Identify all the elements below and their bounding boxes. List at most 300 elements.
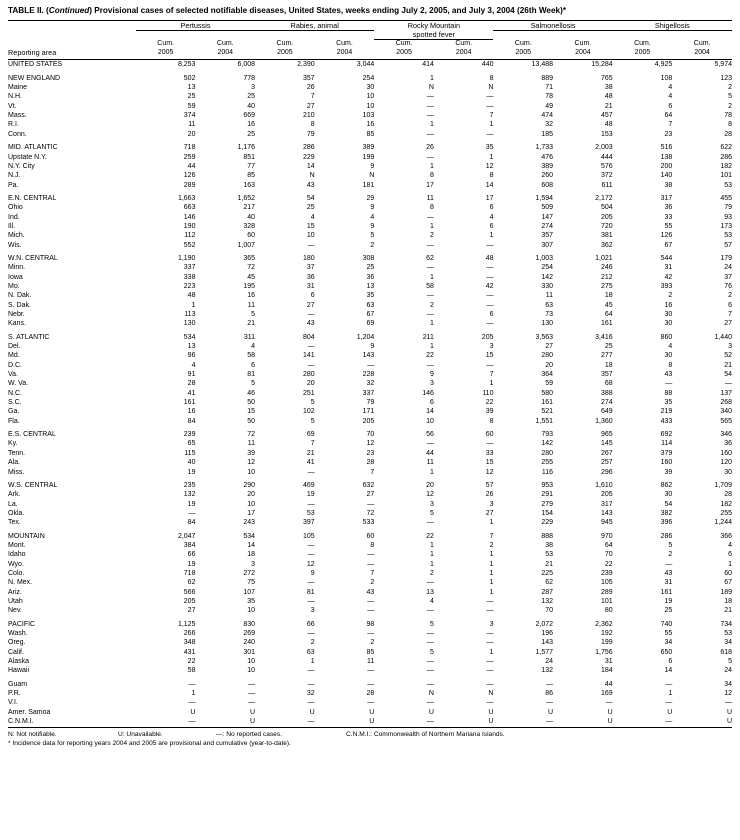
row-area-label: Wash.: [8, 630, 28, 637]
table-row: [8, 500, 732, 509]
row-value-4: 414: [422, 61, 434, 69]
row-area-label: Fla.: [8, 417, 20, 425]
row-value-0: 1,190: [177, 254, 196, 262]
row-value-3: 28: [366, 690, 375, 698]
row-value-5: 26: [485, 491, 494, 499]
row-value-1: 365: [243, 254, 256, 262]
row-value-0: 19: [187, 500, 196, 508]
row-value-0: 27: [187, 607, 196, 615]
row-value-9: 120: [720, 459, 732, 467]
row-area-label: Ky.: [8, 440, 18, 448]
row-value-8: 516: [660, 144, 673, 152]
row-value-9: U: [726, 718, 732, 726]
row-value-5: 1: [489, 560, 494, 568]
row-value-0: 205: [183, 597, 196, 605]
row-value-9: 182: [720, 500, 732, 508]
row-value-0: 718: [183, 144, 196, 152]
row-value-4: 1: [429, 121, 434, 129]
row-value-0: 65: [187, 440, 196, 448]
row-value-5: 6: [489, 311, 494, 318]
row-value-8: —: [665, 380, 673, 388]
row-value-0: —: [188, 699, 196, 707]
row-value-4: —: [426, 153, 434, 161]
row-value-5: 7: [489, 371, 494, 379]
row-value-7: 457: [600, 112, 613, 120]
row-area-label: E.S. CENTRAL: [8, 431, 56, 439]
table-row: [8, 578, 732, 587]
row-area-label: Colo.: [8, 569, 25, 577]
row-value-8: 38: [664, 181, 673, 189]
row-area-label: D.C.: [8, 361, 22, 369]
row-value-5: 8: [489, 172, 494, 180]
row-value-7: 44: [604, 680, 613, 688]
row-value-1: 15: [247, 408, 256, 416]
table-row: [8, 708, 732, 717]
row-area-label: Ala.: [8, 459, 21, 467]
row-value-9: 57: [724, 241, 732, 249]
row-value-8: 396: [660, 519, 673, 527]
row-value-9: 12: [724, 690, 732, 698]
row-area-label: Mont.: [8, 541, 26, 549]
row-value-3: 16: [366, 121, 375, 129]
row-value-0: —: [188, 680, 196, 688]
row-value-2: 31: [306, 282, 315, 290]
row-value-9: 24: [724, 264, 732, 272]
row-value-7: 31: [604, 658, 613, 666]
row-value-5: 22: [485, 399, 494, 407]
row-value-8: 114: [661, 440, 673, 448]
row-value-4: 20: [426, 481, 434, 489]
header-year-salmonellosis-2005: 2005: [515, 49, 532, 56]
row-value-3: 10: [366, 102, 375, 110]
row-value-7: 192: [600, 630, 613, 637]
row-value-1: 11: [247, 301, 256, 309]
row-value-8: —: [665, 680, 673, 688]
row-value-1: 46: [247, 389, 256, 397]
row-value-9: 5: [728, 93, 732, 101]
row-value-7: 611: [601, 181, 613, 189]
row-value-6: 1,577: [535, 648, 554, 656]
row-value-6: 21: [545, 560, 554, 568]
row-value-5: 57: [485, 481, 494, 489]
row-value-1: 20: [247, 491, 256, 499]
row-value-3: 29: [366, 194, 375, 202]
row-value-8: 7: [668, 121, 673, 129]
row-value-4: —: [426, 630, 434, 637]
row-value-6: 330: [541, 282, 554, 290]
table-row: [8, 301, 732, 310]
row-value-4: —: [426, 361, 434, 369]
row-value-3: 13: [366, 282, 375, 290]
row-area-label: C.N.M.I.: [8, 718, 34, 726]
table-row: [8, 162, 732, 171]
row-value-8: 35: [664, 399, 673, 407]
table-row: [8, 569, 732, 578]
row-value-1: 14: [247, 541, 256, 549]
table-row: [8, 481, 732, 490]
row-value-2: —: [307, 468, 315, 476]
row-value-2: 54: [306, 194, 315, 202]
row-value-6: 307: [541, 241, 554, 249]
row-value-9: 8: [728, 121, 732, 129]
row-value-7: 15,284: [591, 61, 613, 69]
row-value-1: 1,652: [237, 194, 256, 202]
row-value-0: 235: [183, 481, 196, 489]
row-value-6: 86: [545, 690, 554, 698]
row-value-4: 5: [429, 648, 434, 656]
row-value-0: 132: [183, 491, 196, 499]
row-value-6: 1,003: [535, 254, 554, 262]
row-area-label: Hawaii: [8, 667, 30, 675]
row-value-3: 72: [366, 509, 375, 517]
table-row: [8, 407, 732, 416]
row-value-7: 169: [600, 690, 613, 698]
row-value-8: 31: [664, 579, 673, 587]
row-value-1: 77: [247, 162, 256, 170]
row-value-0: 663: [183, 204, 196, 212]
footnote-unavailable: U: Unavailable.: [118, 731, 163, 739]
row-value-3: U: [369, 708, 375, 716]
row-value-2: —: [307, 680, 315, 688]
row-value-5: 27: [485, 509, 494, 517]
row-value-2: 36: [306, 273, 315, 281]
row-value-0: 431: [183, 648, 196, 656]
header-cum-rmsf-2005: Cum.: [395, 40, 413, 47]
header-year-rmsf-2004: 2004: [455, 49, 472, 56]
row-value-1: 12: [247, 459, 256, 467]
row-value-3: 23: [366, 449, 375, 457]
row-value-4: 5: [429, 620, 434, 628]
row-value-5: 12: [485, 468, 494, 476]
table-row: [8, 342, 732, 351]
row-value-1: U: [250, 718, 256, 726]
row-value-2: 2,390: [297, 61, 315, 69]
row-value-8: 34: [664, 639, 673, 647]
row-value-4: —: [426, 519, 434, 527]
row-value-5: —: [486, 301, 494, 309]
row-value-4: —: [426, 699, 434, 707]
row-value-7: 289: [600, 588, 613, 596]
table-row: [8, 263, 732, 272]
row-value-1: 16: [247, 121, 256, 129]
row-value-3: —: [367, 630, 375, 637]
row-value-8: U: [667, 708, 673, 716]
table-row: [8, 102, 732, 111]
table-row: [8, 379, 732, 388]
row-value-3: 337: [362, 389, 375, 397]
row-area-label: Tenn.: [8, 449, 26, 457]
row-value-0: 4: [191, 361, 196, 369]
row-value-5: 8: [489, 74, 494, 82]
row-area-label: Wis.: [8, 241, 22, 249]
row-value-4: 3: [429, 380, 434, 388]
row-value-1: 85: [247, 172, 256, 180]
row-value-3: 9: [370, 204, 375, 212]
row-value-5: 15: [485, 352, 494, 360]
row-value-7: 362: [600, 241, 613, 249]
row-value-2: 10: [306, 232, 315, 240]
row-value-9: 179: [720, 254, 732, 262]
row-value-7: 257: [600, 459, 613, 467]
row-area-label: S. ATLANTIC: [8, 333, 50, 341]
row-value-6: 27: [545, 343, 554, 351]
row-value-0: 374: [183, 112, 196, 120]
row-value-6: —: [546, 718, 554, 726]
column-group-rocky-mountain-line1: Rocky Mountain: [407, 21, 461, 30]
header-cum-rabies-2004: Cum.: [336, 40, 353, 47]
row-value-5: —: [486, 241, 494, 249]
row-value-2: —: [307, 500, 315, 508]
row-value-0: —: [188, 509, 196, 517]
row-value-0: 239: [183, 431, 196, 439]
row-value-6: 13,488: [531, 61, 554, 69]
row-value-2: 41: [306, 459, 315, 467]
table-row: [8, 588, 732, 597]
row-value-0: 161: [183, 399, 196, 407]
column-group-rabies-animal: Rabies, animal: [255, 21, 374, 31]
row-value-3: 30: [366, 84, 375, 92]
row-value-6: 793: [541, 431, 554, 439]
row-value-3: 632: [362, 481, 375, 489]
row-value-4: 9: [429, 371, 434, 379]
table-row: [8, 398, 732, 407]
row-value-9: 366: [720, 532, 732, 540]
row-value-1: 290: [243, 481, 256, 489]
row-area-label: Ohio: [8, 204, 23, 212]
row-value-5: —: [486, 607, 494, 615]
row-value-2: 37: [306, 264, 315, 272]
row-value-7: 277: [600, 352, 613, 360]
table-row: [8, 282, 732, 291]
row-value-7: 3,416: [595, 333, 613, 341]
row-value-5: 2: [489, 541, 494, 549]
row-value-6: —: [546, 680, 554, 688]
table-row: [8, 509, 732, 518]
row-value-1: 851: [243, 153, 256, 161]
row-area-label: N.C.: [8, 389, 22, 397]
notifiable-diseases-table: [8, 21, 732, 727]
row-value-9: 27: [724, 320, 732, 328]
row-value-0: U: [190, 708, 196, 716]
row-value-9: 78: [724, 112, 732, 120]
title-suffix: ) Provisional cases of selected notifiable diseases, United States, weeks ending July 2, 2005, and July 3, 2004 (26th Week)*: [89, 6, 567, 15]
row-value-5: —: [486, 264, 494, 272]
row-value-2: 26: [306, 84, 315, 92]
row-value-9: 286: [720, 153, 732, 161]
row-value-7: 372: [600, 172, 613, 180]
row-value-4: 11: [426, 459, 434, 467]
header-row-subgroup: [8, 30, 732, 40]
row-value-9: 160: [720, 449, 732, 457]
row-value-0: 146: [183, 213, 196, 221]
row-value-0: 25: [187, 93, 196, 101]
row-value-4: —: [426, 579, 434, 587]
row-value-7: 576: [600, 162, 613, 170]
row-value-4: —: [426, 213, 434, 221]
row-value-9: 53: [724, 181, 732, 189]
footer-rule: [8, 727, 732, 728]
row-value-4: 1: [429, 320, 434, 328]
table-row: [8, 181, 732, 190]
row-value-6: 509: [541, 204, 554, 212]
row-value-9: 137: [720, 389, 732, 397]
row-value-8: 4: [668, 343, 673, 351]
row-value-7: 357: [600, 371, 613, 379]
row-value-6: 24: [545, 658, 554, 666]
row-value-3: 308: [362, 254, 375, 262]
table-row: [8, 606, 732, 615]
row-area-label: Pa.: [8, 181, 19, 189]
table-row: [8, 83, 732, 92]
row-value-1: 107: [243, 588, 256, 596]
row-value-1: 301: [243, 648, 256, 656]
footnote-no-reported-cases: —: No reported cases.: [216, 731, 282, 739]
table-row: [8, 361, 732, 370]
row-value-2: 5: [310, 399, 315, 407]
row-area-label: La.: [8, 500, 18, 508]
row-value-2: —: [307, 343, 315, 351]
row-value-9: 28: [724, 130, 732, 138]
row-value-2: 43: [306, 181, 315, 189]
row-value-8: 19: [664, 597, 673, 605]
row-value-5: 7: [489, 112, 494, 120]
row-value-0: 20: [187, 130, 196, 138]
row-value-2: 357: [302, 74, 315, 82]
row-value-7: 184: [600, 667, 613, 675]
row-value-2: 19: [306, 491, 315, 499]
header-reporting-area: Reporting area: [8, 48, 57, 58]
row-value-9: 455: [720, 194, 732, 202]
row-value-6: 274: [541, 222, 554, 230]
row-value-4: —: [426, 264, 434, 272]
row-area-label: Idaho: [8, 551, 26, 559]
row-value-1: 6,008: [237, 61, 256, 69]
row-value-9: 34: [724, 680, 732, 688]
row-value-7: 212: [600, 273, 613, 281]
row-value-4: 62: [426, 254, 434, 262]
row-value-0: 41: [187, 389, 196, 397]
row-value-0: 534: [183, 333, 196, 341]
row-value-5: N: [488, 690, 494, 698]
column-group-shigellosis: Shigellosis: [613, 21, 732, 31]
row-value-9: 268: [720, 399, 732, 407]
table-row: [8, 620, 732, 629]
row-value-5: —: [486, 292, 494, 300]
row-value-3: 63: [366, 301, 375, 309]
header-year-rabies-2004: 2004: [336, 49, 353, 56]
table-row: [8, 171, 732, 180]
row-value-0: 96: [187, 352, 196, 360]
row-value-9: 76: [724, 282, 732, 290]
table-footnotes: [8, 730, 732, 748]
row-value-4: —: [426, 658, 434, 666]
row-value-4: 1: [429, 74, 434, 82]
row-value-4: —: [426, 440, 434, 448]
row-value-1: 6: [251, 361, 256, 369]
row-value-1: 60: [247, 232, 256, 240]
header-year-pertussis-2004: 2004: [217, 49, 234, 56]
row-value-3: 43: [366, 588, 375, 596]
row-value-0: —: [188, 718, 196, 726]
row-value-8: 30: [664, 352, 673, 360]
row-value-8: 138: [660, 153, 673, 161]
row-value-0: 348: [183, 639, 196, 647]
table-row: [8, 143, 732, 152]
row-area-label: Okla.: [8, 509, 25, 517]
row-value-2: 251: [302, 389, 315, 397]
row-value-8: 200: [660, 162, 673, 170]
row-value-2: N: [309, 172, 315, 180]
row-value-8: —: [665, 560, 673, 568]
row-value-3: 205: [362, 417, 375, 425]
row-value-9: 346: [720, 431, 732, 439]
row-value-2: 180: [302, 254, 315, 262]
row-value-6: 132: [541, 667, 554, 675]
row-value-6: 280: [541, 352, 554, 360]
row-value-9: 4: [728, 541, 732, 549]
row-value-0: 552: [183, 241, 196, 249]
row-value-0: 44: [187, 162, 196, 170]
row-value-5: 3: [489, 500, 494, 508]
row-value-8: 382: [660, 509, 673, 517]
row-value-1: 72: [247, 264, 256, 272]
header-cum-shigellosis-2004: Cum.: [693, 40, 711, 47]
row-value-5: 60: [485, 431, 494, 439]
table-row: [8, 60, 732, 70]
row-value-7: —: [605, 699, 613, 707]
row-value-8: 36: [664, 204, 673, 212]
row-value-6: 142: [541, 440, 554, 448]
row-value-7: 720: [600, 222, 613, 230]
row-value-7: U: [607, 718, 613, 726]
row-area-label: Utah: [8, 597, 23, 605]
row-value-3: 70: [366, 431, 375, 439]
row-area-label: PACIFIC: [8, 620, 36, 628]
row-value-5: —: [486, 93, 494, 101]
row-value-7: 205: [600, 491, 613, 499]
row-value-5: —: [486, 680, 494, 688]
header-cum-rabies-2005: Cum.: [276, 40, 294, 47]
footnote-cnmi: C.N.M.I.: Commonwealth of Northern Mariana Islands.: [346, 731, 505, 739]
row-value-4: 58: [426, 282, 434, 290]
row-value-3: 199: [362, 153, 375, 161]
row-value-7: 21: [604, 102, 613, 110]
row-value-4: 2: [429, 569, 434, 577]
row-value-7: 18: [604, 361, 613, 369]
row-area-label: N. Dak.: [8, 292, 32, 300]
row-value-6: 1,733: [535, 144, 554, 152]
row-value-1: 778: [243, 74, 256, 82]
footnote-line-2: * Incidence data for reporting years 2004 and 2005 are provisional and cumulative (year-to-date).: [8, 740, 291, 748]
row-value-8: 4,925: [654, 61, 673, 69]
row-value-3: 228: [362, 371, 375, 379]
row-value-8: 286: [660, 532, 673, 540]
row-value-2: 2: [310, 639, 315, 647]
row-value-2: —: [307, 541, 315, 549]
row-value-4: —: [426, 241, 434, 249]
row-value-4: 13: [426, 588, 434, 596]
row-value-2: —: [307, 579, 315, 587]
row-value-5: 33: [485, 449, 494, 457]
row-value-3: 7: [370, 569, 375, 577]
row-value-6: 73: [545, 311, 554, 318]
row-value-4: 17: [426, 181, 434, 189]
row-value-1: 534: [243, 532, 256, 540]
row-value-7: 965: [600, 431, 613, 439]
row-value-5: U: [488, 718, 494, 726]
row-value-2: U: [309, 708, 315, 716]
table-row: [8, 490, 732, 499]
